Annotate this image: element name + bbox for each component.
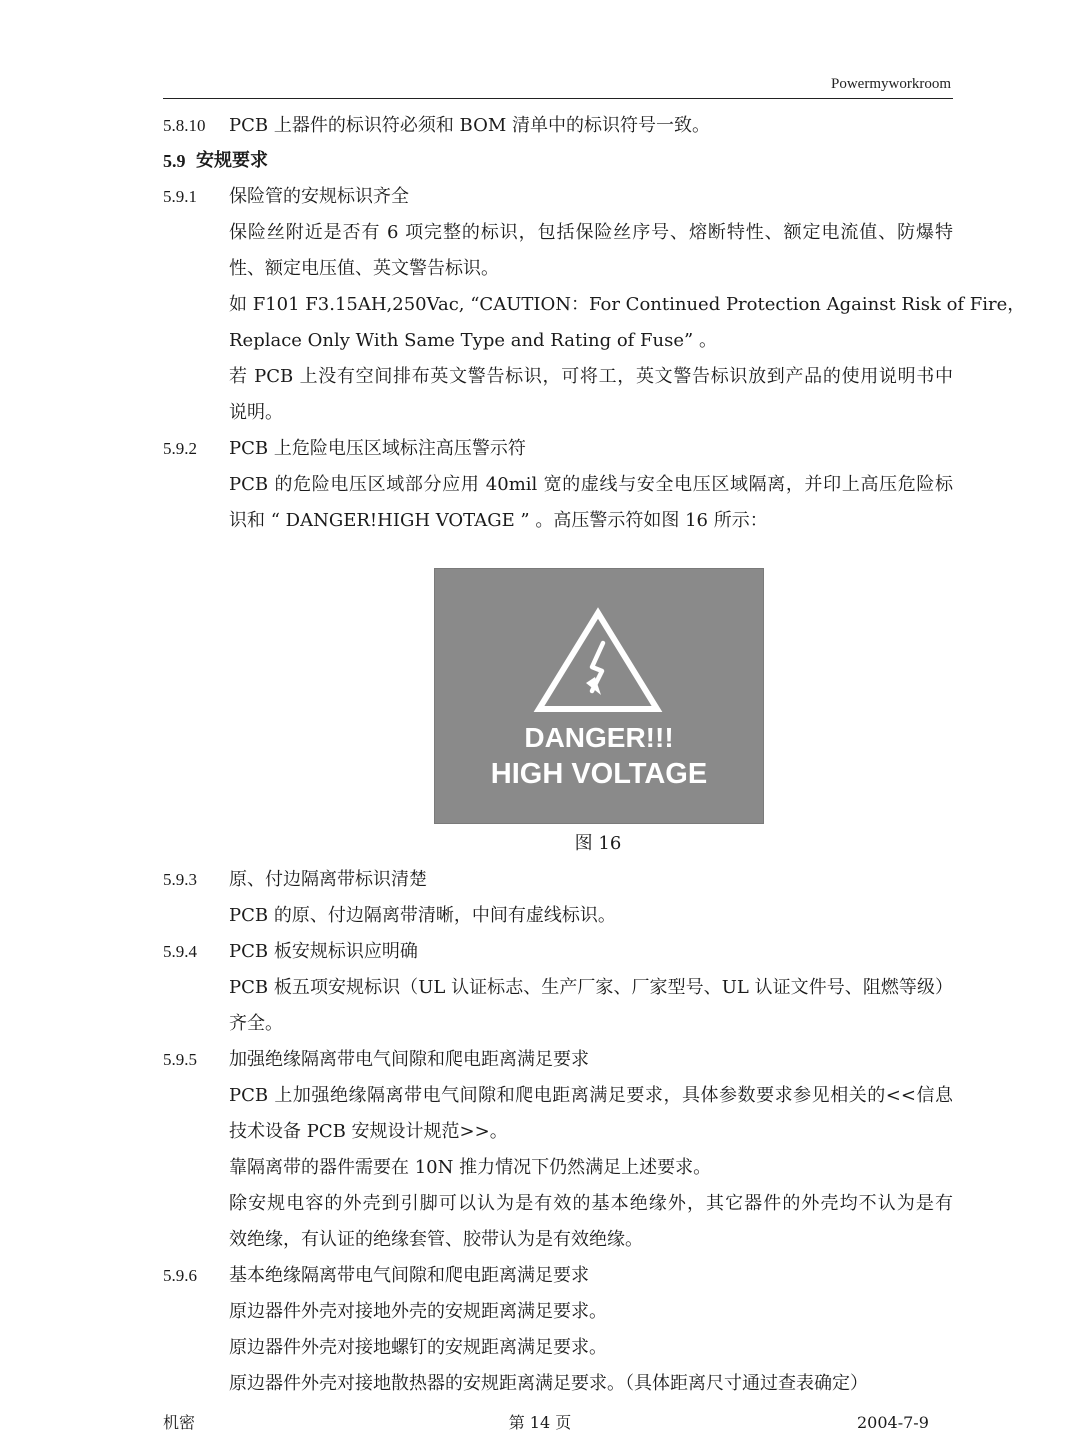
header-brand: Powermyworkroom (831, 76, 951, 92)
section-5-9-4-para1-line2: 齐全。 (229, 1013, 283, 1034)
section-5-9-5-para1-line2: 技术设备 PCB 安规设计规范>>。 (229, 1121, 508, 1142)
footer-confidential: 机密 (163, 1413, 196, 1432)
section-number-5-8-10: 5.8.10 (163, 116, 206, 135)
section-5-9-5-para3-line2: 效绝缘，有认证的绝缘套管、胶带认为是有效绝缘。 (229, 1229, 643, 1250)
section-5-9-5-para3-line1: 除安规电容的外壳到引脚可以认为是有效的基本绝缘外，其它器件的外壳均不认为是有 (229, 1193, 953, 1214)
section-number-5-9: 5.9 (163, 151, 186, 171)
footer-page-number: 第 14 页 (508, 1413, 572, 1432)
section-5-9-1-title: 保险管的安规标识齐全 (229, 186, 409, 207)
section-5-9-5-para2: 靠隔离带的器件需要在 10N 推力情况下仍然满足上述要求。 (229, 1157, 712, 1178)
section-5-9-title: 安规要求 (196, 150, 268, 171)
sign-text-high-voltage: HIGH VOLTAGE (490, 758, 708, 790)
page-header (163, 76, 953, 99)
section-5-9-6-para2: 原边器件外壳对接地螺钉的安规距离满足要求。 (229, 1337, 607, 1358)
section-5-9-6-para1: 原边器件外壳对接地外壳的安规距离满足要求。 (229, 1301, 607, 1322)
section-5-9-1-para2-line1: 如 F101 F3.15AH,250Vac, “CAUTION：For Continued Protection Against Risk of Fire， (229, 294, 1026, 315)
section-number-5-9-2: 5.9.2 (163, 439, 197, 458)
section-5-9-1-para1-line2: 性、额定电压值、英文警告标识。 (229, 258, 499, 279)
figure-caption: 图 16 (574, 833, 622, 854)
section-5-9-1-para1-line1: 保险丝附近是否有 6 项完整的标识，包括保险丝序号、熔断特性、额定电流值、防爆特 (229, 222, 953, 243)
section-number-5-9-4: 5.9.4 (163, 942, 197, 961)
section-5-9-1-para3-line1: 若 PCB 上没有空间排布英文警告标识，可将工，英文警告标识放到产品的使用说明书中 (229, 366, 953, 387)
footer-date: 2004-7-9 (857, 1413, 929, 1432)
section-5-9-3-title: 原、付边隔离带标识清楚 (229, 869, 427, 890)
section-5-9-6-title: 基本绝缘隔离带电气间隙和爬电距离满足要求 (229, 1265, 589, 1286)
high-voltage-sign-figure (434, 568, 764, 824)
section-5-9-5-title: 加强绝缘隔离带电气间隙和爬电距离满足要求 (229, 1049, 589, 1070)
section-5-9-2-title: PCB 上危险电压区域标注高压警示符 (229, 438, 526, 459)
section-5-9-2-para1-line1: PCB 的危险电压区域部分应用 40mil 宽的虚线与安全电压区域隔离，并印上高压危险标 (229, 474, 953, 495)
section-number-5-9-5: 5.9.5 (163, 1050, 197, 1069)
section-5-9-1-para2-line2: Replace Only With Same Type and Rating of Fuse” 。 (229, 330, 717, 351)
section-5-9-4-para1-line1: PCB 板五项安规标识（UL 认证标志、生产厂家、厂家型号、UL 认证文件号、阻燃等级） (229, 977, 953, 998)
section-5-9-2-para1-line2: 识和 “ DANGER!HIGH VOTAGE ” 。高压警示符如图 16 所示： (229, 510, 768, 531)
section-number-5-9-1: 5.9.1 (163, 187, 197, 206)
section-5-8-10-text: PCB 上器件的标识符必须和 BOM 清单中的标识符号一致。 (229, 115, 711, 136)
section-5-9-3-para1: PCB 的原、付边隔离带清晰，中间有虚线标识。 (229, 905, 616, 926)
sign-text-danger: DANGER!!! (524, 722, 674, 753)
section-number-5-9-6: 5.9.6 (163, 1266, 197, 1285)
section-5-9-5-para1-line1: PCB 上加强绝缘隔离带电气间隙和爬电距离满足要求，具体参数要求参见相关的<<信息 (229, 1085, 953, 1106)
section-number-5-9-3: 5.9.3 (163, 870, 197, 889)
section-5-9-6-para3: 原边器件外壳对接地散热器的安规距离满足要求。（具体距离尺寸通过查表确定） (229, 1373, 868, 1394)
section-5-9-1-para3-line2: 说明。 (229, 402, 283, 423)
section-5-9-4-title: PCB 板安规标识应明确 (229, 941, 418, 962)
